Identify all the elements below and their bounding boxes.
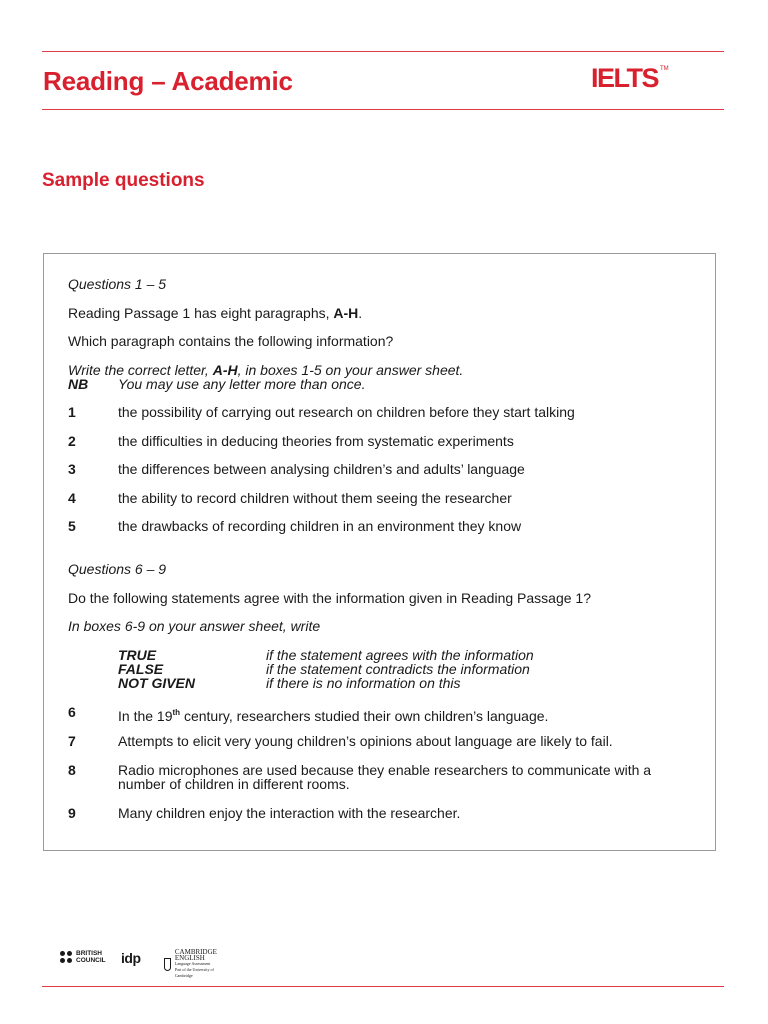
cambridge-shield-icon	[164, 958, 171, 971]
passage-intro-end: .	[358, 305, 363, 321]
key-definition: if there is no information on this	[266, 675, 461, 691]
questions-6-9-label: Questions 6 – 9	[68, 561, 167, 577]
ielts-logo	[591, 63, 669, 94]
item-text: Radio microphones are used because they enable researchers to communicate with a	[118, 762, 652, 778]
item-text-continued: number of children in different rooms.	[118, 776, 350, 792]
item-6-text-end: century, researchers studied their own children’s language.	[180, 708, 549, 724]
paragraph-question: Which paragraph contains the following information?	[68, 333, 394, 349]
item-text: the possibility of carrying out research on children before they start talking	[118, 404, 575, 420]
boxes-instruction: In boxes 6-9 on your answer sheet, write	[68, 618, 321, 634]
item-text: the differences between analysing children’s and adults’ language	[118, 461, 525, 477]
nb-text: You may use any letter more than once.	[118, 376, 366, 392]
item-number: 5	[68, 518, 76, 534]
questions-1-5-label: Questions 1 – 5	[68, 276, 167, 292]
item-text	[118, 705, 548, 724]
item-text: the difficulties in deducing theories from systematic experiments	[118, 433, 514, 449]
item-number: 4	[68, 490, 76, 506]
item-6-text-start: In the 19	[118, 708, 173, 724]
answer-instruction-range: A-H	[212, 362, 238, 378]
item-text: the drawbacks of recording children in an environment they know	[118, 518, 522, 534]
bottom-rule	[42, 986, 724, 987]
item-text: Many children enjoy the interaction with the researcher.	[118, 805, 461, 821]
key-term: TRUE	[118, 647, 157, 663]
item-text: Attempts to elicit very young children’s opinions about language are likely to fail.	[118, 733, 613, 749]
key-term: NOT GIVEN	[118, 675, 196, 691]
passage-intro-range: A-H	[333, 305, 359, 321]
section-heading: Sample questions	[42, 170, 205, 191]
questions-box	[43, 253, 716, 851]
item-number: 2	[68, 433, 76, 449]
bc-line: COUNCIL	[76, 957, 106, 964]
ce-line: Language Assessment	[174, 961, 211, 966]
passage-intro	[68, 306, 362, 321]
ce-line: CAMBRIDGE ENGLISH	[174, 948, 217, 962]
british-council-logo	[60, 950, 106, 964]
statements-question: Do the following statements agree with the information given in Reading Passage 1?	[68, 590, 591, 606]
answer-instruction-text: Write the correct letter,	[68, 362, 213, 378]
ordinal-suffix: th	[172, 708, 181, 717]
key-term: FALSE	[118, 661, 164, 677]
answer-instruction-end: , in boxes 1-5 on your answer sheet.	[237, 362, 464, 378]
passage-intro-text: Reading Passage 1 has eight paragraphs,	[68, 305, 334, 321]
page-title: Reading – Academic	[43, 66, 293, 96]
item-text: the ability to record children without them seeing the researcher	[118, 490, 512, 506]
key-definition: if the statement agrees with the information	[266, 647, 534, 663]
item-number: 8	[68, 762, 76, 778]
idp-logo: idp	[121, 950, 141, 966]
logo-trademark: TM	[660, 66, 669, 72]
nb-label: NB	[68, 376, 89, 392]
item-number: 1	[68, 404, 76, 420]
item-number: 9	[68, 805, 76, 821]
british-council-dots-icon	[60, 951, 72, 963]
ce-line: Part of the University of Cambridge	[174, 967, 214, 978]
key-definition: if the statement contradicts the information	[266, 661, 530, 677]
cambridge-english-logo	[164, 949, 220, 979]
top-rule	[42, 51, 724, 52]
item-number: 3	[68, 461, 76, 477]
bc-line: BRITISH	[76, 950, 102, 957]
item-number: 7	[68, 733, 76, 749]
item-number: 6	[68, 704, 76, 720]
logo-text: IELTS	[591, 63, 659, 93]
header-rule	[42, 109, 724, 110]
